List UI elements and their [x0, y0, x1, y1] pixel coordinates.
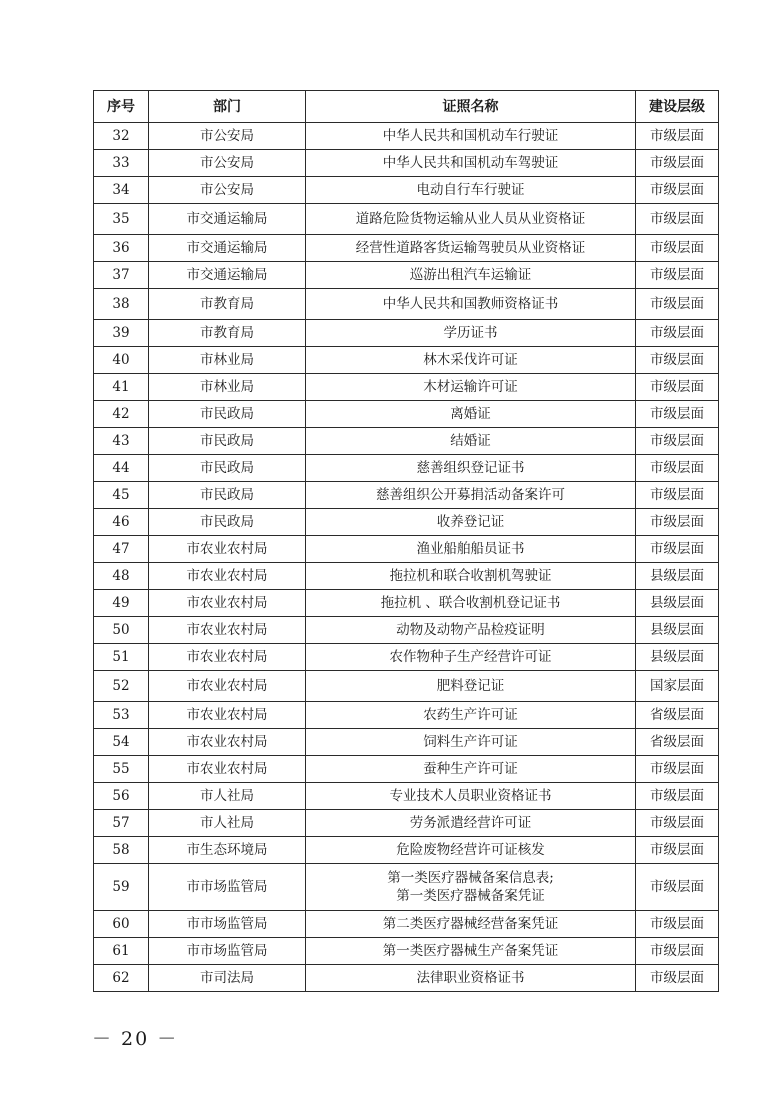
cell-level: 市级层面: [636, 482, 719, 509]
cell-dept: 市农业农村局: [149, 590, 306, 617]
cell-dept: 市农业农村局: [149, 756, 306, 783]
cell-level: 市级层面: [636, 756, 719, 783]
cell-name: 饲料生产许可证: [306, 729, 636, 756]
table-row: [94, 729, 719, 756]
cell-no: 62: [94, 965, 149, 992]
table-row: [94, 563, 719, 590]
cell-dept: 市林业局: [149, 347, 306, 374]
cell-no: 39: [94, 320, 149, 347]
cell-level: 市级层面: [636, 509, 719, 536]
cell-name: 劳务派遣经营许可证: [306, 810, 636, 837]
cell-dept: 市人社局: [149, 783, 306, 810]
cell-name: 拖拉机 、联合收割机登记证书: [306, 590, 636, 617]
cell-dept: 市生态环境局: [149, 837, 306, 864]
cell-dept: 市交通运输局: [149, 235, 306, 262]
header-level: 建设层级: [636, 91, 719, 123]
cell-name: 专业技术人员职业资格证书: [306, 783, 636, 810]
cell-dept: 市人社局: [149, 810, 306, 837]
table-row: [94, 938, 719, 965]
cell-name: 离婚证: [306, 401, 636, 428]
table-row: [94, 262, 719, 289]
table-row: [94, 401, 719, 428]
table-row: [94, 590, 719, 617]
table-row: [94, 644, 719, 671]
table-row: [94, 671, 719, 702]
cell-name: 渔业船舶船员证书: [306, 536, 636, 563]
cell-no: 49: [94, 590, 149, 617]
cell-dept: 市交通运输局: [149, 262, 306, 289]
cell-dept: 市公安局: [149, 177, 306, 204]
cell-level: 县级层面: [636, 617, 719, 644]
cell-no: 48: [94, 563, 149, 590]
cell-level: 市级层面: [636, 204, 719, 235]
cell-no: 38: [94, 289, 149, 320]
cell-dept: 市农业农村局: [149, 729, 306, 756]
cell-no: 32: [94, 123, 149, 150]
cell-name: 电动自行车行驶证: [306, 177, 636, 204]
cell-no: 43: [94, 428, 149, 455]
cell-level: 市级层面: [636, 123, 719, 150]
table-row: [94, 289, 719, 320]
cell-no: 47: [94, 536, 149, 563]
cell-no: 33: [94, 150, 149, 177]
cell-level: 市级层面: [636, 938, 719, 965]
header-dept: 部门: [149, 91, 306, 123]
cell-dept: 市农业农村局: [149, 563, 306, 590]
cell-no: 54: [94, 729, 149, 756]
cell-level: 县级层面: [636, 563, 719, 590]
table-row: [94, 617, 719, 644]
table-row: [94, 455, 719, 482]
table-row: [94, 374, 719, 401]
cell-level: 市级层面: [636, 401, 719, 428]
cell-name: 收养登记证: [306, 509, 636, 536]
cell-name: 农药生产许可证: [306, 702, 636, 729]
table-row: [94, 347, 719, 374]
cell-level: 市级层面: [636, 810, 719, 837]
cell-no: 53: [94, 702, 149, 729]
cell-no: 46: [94, 509, 149, 536]
cell-name: 经营性道路客货运输驾驶员从业资格证: [306, 235, 636, 262]
certificate-table: [93, 90, 719, 992]
cell-name: 第二类医疗器械经营备案凭证: [306, 911, 636, 938]
cell-name: 结婚证: [306, 428, 636, 455]
cell-name: 中华人民共和国教师资格证书: [306, 289, 636, 320]
cell-name: 林木采伐许可证: [306, 347, 636, 374]
cell-no: 56: [94, 783, 149, 810]
cell-no: 58: [94, 837, 149, 864]
cell-no: 41: [94, 374, 149, 401]
cell-dept: 市农业农村局: [149, 536, 306, 563]
table-row: [94, 911, 719, 938]
cell-level: 省级层面: [636, 729, 719, 756]
table-row: [94, 428, 719, 455]
cell-level: 市级层面: [636, 428, 719, 455]
table-row: [94, 177, 719, 204]
cell-no: 59: [94, 864, 149, 911]
page-number: － 20 －: [92, 1028, 179, 1050]
cell-dept: 市公安局: [149, 150, 306, 177]
cell-no: 34: [94, 177, 149, 204]
table-body: [94, 123, 719, 992]
cell-level: 市级层面: [636, 837, 719, 864]
table-row: [94, 756, 719, 783]
table-row: [94, 810, 719, 837]
cell-level: 县级层面: [636, 644, 719, 671]
cell-dept: 市公安局: [149, 123, 306, 150]
cell-level: 市级层面: [636, 262, 719, 289]
cell-level: 市级层面: [636, 150, 719, 177]
cell-level: 市级层面: [636, 455, 719, 482]
cell-level: 市级层面: [636, 235, 719, 262]
cell-level: 省级层面: [636, 702, 719, 729]
cell-dept: 市农业农村局: [149, 617, 306, 644]
cell-no: 37: [94, 262, 149, 289]
cell-no: 51: [94, 644, 149, 671]
cell-name: 木材运输许可证: [306, 374, 636, 401]
cell-level: 市级层面: [636, 320, 719, 347]
cell-dept: 市教育局: [149, 289, 306, 320]
cell-dept: 市交通运输局: [149, 204, 306, 235]
cell-no: 61: [94, 938, 149, 965]
cell-dept: 市林业局: [149, 374, 306, 401]
cell-level: 市级层面: [636, 783, 719, 810]
cell-name: 法律职业资格证书: [306, 965, 636, 992]
cell-dept: 市农业农村局: [149, 702, 306, 729]
cell-dept: 市民政局: [149, 455, 306, 482]
cell-dept: 市民政局: [149, 482, 306, 509]
cell-level: 市级层面: [636, 911, 719, 938]
cell-dept: 市市场监管局: [149, 911, 306, 938]
cell-name: 中华人民共和国机动车行驶证: [306, 123, 636, 150]
cell-name: 学历证书: [306, 320, 636, 347]
cell-name: 动物及动物产品检疫证明: [306, 617, 636, 644]
cell-no: 35: [94, 204, 149, 235]
cell-name: 蚕种生产许可证: [306, 756, 636, 783]
table-row: [94, 123, 719, 150]
table-row: [94, 965, 719, 992]
cell-dept: 市民政局: [149, 428, 306, 455]
header-name: 证照名称: [306, 91, 636, 123]
cell-level: 市级层面: [636, 374, 719, 401]
cell-no: 36: [94, 235, 149, 262]
cell-level: 市级层面: [636, 965, 719, 992]
cell-level: 市级层面: [636, 536, 719, 563]
table-row: [94, 150, 719, 177]
cell-name: 慈善组织登记证书: [306, 455, 636, 482]
table-row: [94, 837, 719, 864]
cell-dept: 市民政局: [149, 509, 306, 536]
cell-no: 45: [94, 482, 149, 509]
table-row: [94, 320, 719, 347]
cell-no: 60: [94, 911, 149, 938]
cell-dept: 市农业农村局: [149, 671, 306, 702]
cell-level: 市级层面: [636, 864, 719, 911]
cell-name: 肥料登记证: [306, 671, 636, 702]
cell-name: 拖拉机和联合收割机驾驶证: [306, 563, 636, 590]
cell-dept: 市农业农村局: [149, 644, 306, 671]
cell-no: 50: [94, 617, 149, 644]
cell-name: 巡游出租汽车运输证: [306, 262, 636, 289]
table-row: [94, 235, 719, 262]
cell-level: 市级层面: [636, 289, 719, 320]
table-row: [94, 509, 719, 536]
cell-no: 55: [94, 756, 149, 783]
table-row: [94, 204, 719, 235]
table-row: [94, 536, 719, 563]
cell-no: 42: [94, 401, 149, 428]
table-row: [94, 702, 719, 729]
cell-name: 第一类医疗器械生产备案凭证: [306, 938, 636, 965]
cell-no: 40: [94, 347, 149, 374]
cell-no: 57: [94, 810, 149, 837]
cell-name: 中华人民共和国机动车驾驶证: [306, 150, 636, 177]
cell-no: 52: [94, 671, 149, 702]
cell-name: 道路危险货物运输从业人员从业资格证: [306, 204, 636, 235]
cell-name: 农作物种子生产经营许可证: [306, 644, 636, 671]
cell-dept: 市司法局: [149, 965, 306, 992]
table-header-row: [94, 91, 719, 123]
cell-dept: 市教育局: [149, 320, 306, 347]
table-row: [94, 864, 719, 911]
cell-dept: 市市场监管局: [149, 938, 306, 965]
cell-name: 危险废物经营许可证核发: [306, 837, 636, 864]
cell-level: 国家层面: [636, 671, 719, 702]
cell-dept: 市民政局: [149, 401, 306, 428]
cell-name: 慈善组织公开募捐活动备案许可: [306, 482, 636, 509]
cell-dept: 市市场监管局: [149, 864, 306, 911]
table-row: [94, 482, 719, 509]
cell-name: 第一类医疗器械备案信息表; 第一类医疗器械备案凭证: [306, 864, 636, 911]
header-no: 序号: [94, 91, 149, 123]
cell-level: 市级层面: [636, 347, 719, 374]
table-row: [94, 783, 719, 810]
cell-level: 县级层面: [636, 590, 719, 617]
cell-no: 44: [94, 455, 149, 482]
cell-level: 市级层面: [636, 177, 719, 204]
